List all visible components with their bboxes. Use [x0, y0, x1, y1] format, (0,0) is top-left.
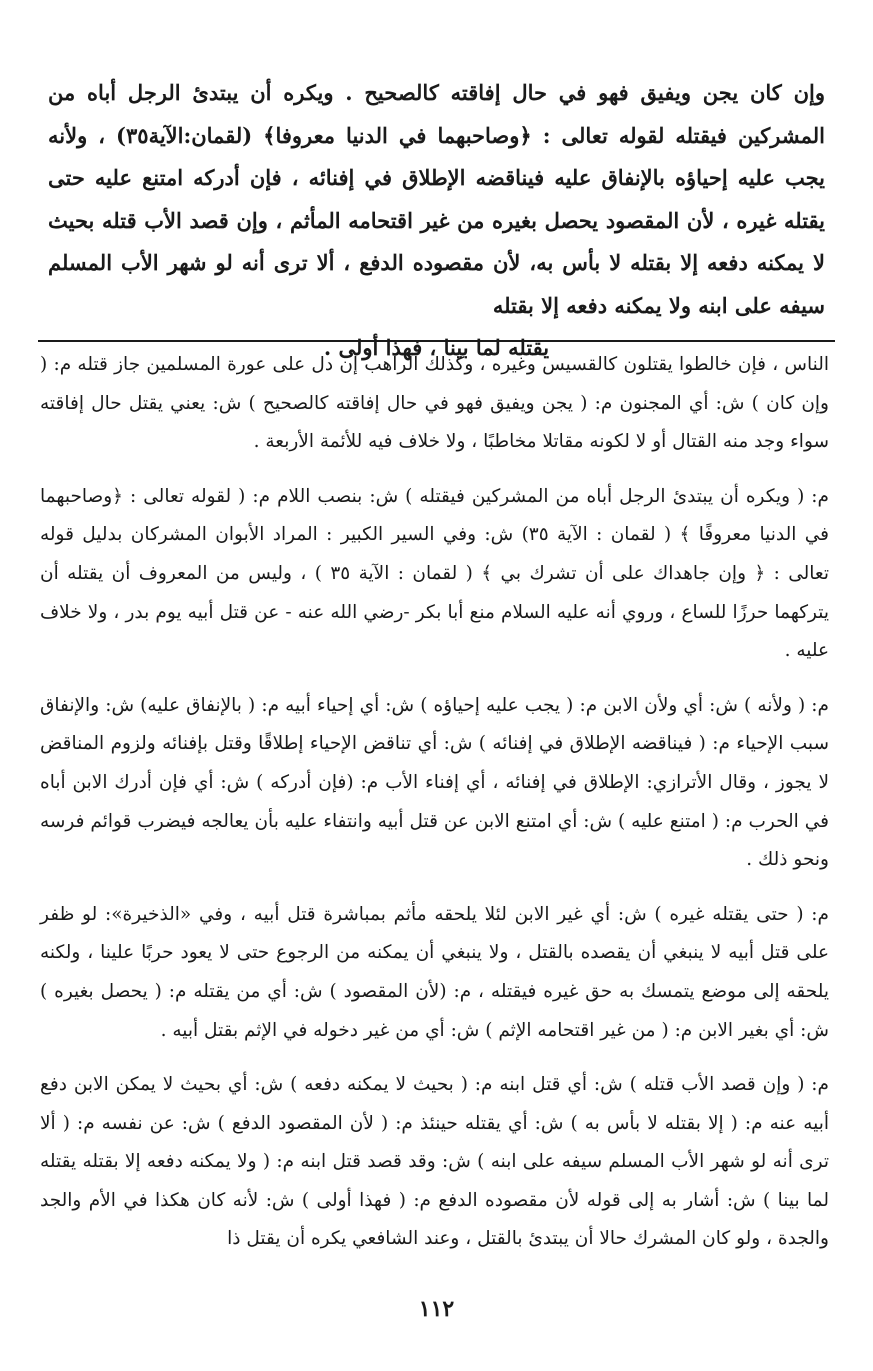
commentary-paragraph: م: ( ولأنه ) ش: أي ولأن الابن م: ( يجب عليه إحياؤه ) ش: أي إحياء أبيه م: ( بالإنفاق عليه) ش: والإنفاق سبب الإحياء م: ( فيناقضه الإطلاق في إفنائه ) ش: أي تناقض الإحياء إطلاقًا وقتل بإفنائه ولزوم المناقض لا يجوز ، وقال الأترازي: الإطلاق في إفنائه ، أي إفناء الأب م: (فإن أدركه ) ش: أي فإن أدرك الابن أباه في الحرب م: ( امتنع عليه ) ش: أي امتنع الابن عن قتل أبيه وانتفاء عليه بأن يعالجه فيضرب قوائم فرسه ونحو ذلك .: [40, 694, 829, 871]
commentary-paragraph: الناس ، فإن خالطوا يقتلون كالقسيس وغيره ، وكذلك الراهب إن دل على عورة المسلمين جاز قتله م: ( وإن كان ) ش: أي المجنون م: ( يجن ويفيق فهو في حال إفاقته كالصحيح ) ش: يعني يقتل حال إفاقته سواء وجد منه القتال أو لا لكونه مقاتلا مخاطبًا ، ولا خلاف فيه للأئمة الأربعة .: [40, 354, 829, 453]
commentary-paragraph: م: ( ويكره أن يبتدئ الرجل أباه من المشركين فيقتله ) ش: بنصب اللام م: ( لقوله تعالى : ﴿وصاحبهما في الدنيا معروفًا ﴾ ( لقمان : الآية ٣٥) ش: وفي السير الكبير : المراد الأبوان المشركان بدليل قوله تعالى : ﴿ وإن جاهداك على أن تشرك بي ﴾ ( لقمان : الآية ٣٥ ) ، وليس من المعروف أن يقتله أن يتركهما حرزًا للساع ، وروي أنه عليه السلام منع أبا بكر -رضي الله عنه - عن قتل أبيه يوم بدر ، ولا خلاف عليه .: [40, 485, 830, 662]
page-number: ١١٢: [418, 1296, 455, 1322]
section-divider: [38, 340, 835, 342]
commentary-paragraph: م: ( وإن قصد الأب قتله ) ش: أي قتل ابنه م: ( بحيث لا يمكنه دفعه ) ش: أي بحيث لا يمكن الابن دفع أبيه عنه م: ( إلا بقتله لا بأس به ) ش: أي يقتله حينئذ م: ( لأن المقصود الدفع ) ش: عن نفسه م: ( ألا ترى أنه لو شهر الأب المسلم سيفه على ابنه ) ش: وقد قصد قتل ابنه م: ( ولا يمكنه دفعه إلا بقتله يقتله لما بينا ) ش: أشار به إلى قوله لأن مقصوده الدفع م: ( فهذا أولى ) ش: لأنه كان هكذا في الأم والجد والجدة ، ولو كان المشرك حالا أن يبتدئ بالقتل ، وعند الشافعي يكره أن يقتل ذا: [40, 1074, 829, 1250]
commentary-block: [40, 346, 829, 1259]
main-text-block: [48, 72, 825, 370]
main-text-last-line: يقتله لما بينا ، فهذا أولى .: [323, 335, 550, 360]
commentary-paragraph: م: ( حتى يقتله غيره ) ش: أي غير الابن لئلا يلحقه مأثم بمباشرة قتل أبيه ، وفي «الذخيرة»: لو ظفر على قتل أبيه لا ينبغي أن يقصده بالقتل ، ولا ينبغي أن يمكنه من الرجوع حتى لا يعود حربًا علينا ، ولكنه يلحقه إلى موضع يتمسك به حق غيره فيقتله ، م: (لأن المقصود ) ش: أي من يقتله م: ( يحصل بغيره ) ش: أي بغير الابن م: ( من غير اقتحامه الإثم ) ش: أي من غير دخوله في الإثم بقتل أبيه .: [40, 903, 829, 1041]
main-text-paragraph: وإن كان يجن ويفيق فهو في حال إفاقته كالصحيح . ويكره أن يبتدئ الرجل أباه من المشركين فيقتله لقوله تعالى : ﴿وصاحبهما في الدنيا معروفا﴾ (لقمان:الآية٣٥) ، ولأنه يجب عليه إحياؤه بالإنفاق عليه فيناقضه الإطلاق في إفنائه ، فإن أدركه امتنع عليه حتى يقتله غيره ، لأن المقصود يحصل بغيره من غير اقتحامه المأثم ، وإن قصد الأب قتله بحيث لا يمكنه دفعه إلا بقتله لا بأس به، لأن مقصوده الدفع ، ألا ترى أنه لو شهر الأب المسلم سيفه على ابنه ولا يمكنه دفعه إلا بقتله: [48, 80, 825, 318]
